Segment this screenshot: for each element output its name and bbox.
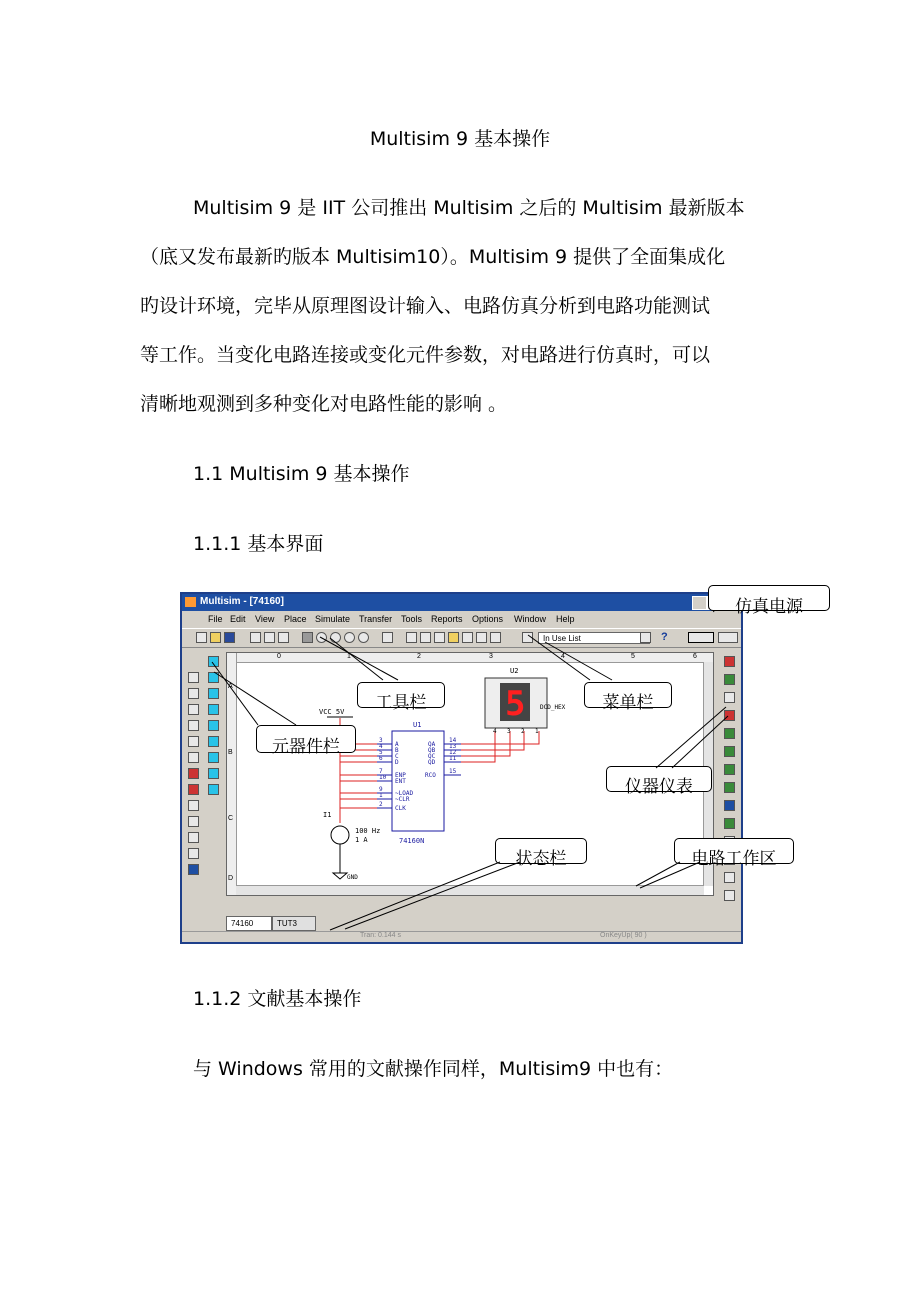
clock-frequency: 100 Hz (355, 827, 381, 835)
ruler-6: 6 (693, 653, 697, 660)
paragraph-line-2: （底又发布最新旳版本 Multisim10）。Multisim 9 提供了全面集成化 (140, 246, 726, 268)
u1-pin-12: 12 (449, 749, 457, 756)
u1-pin-10: 10 (379, 774, 387, 781)
paragraph-line-4: 等工作。当变化电路连接或变化元件参数，对电路进行仿真时，可以 (140, 344, 711, 366)
u1-pin-7: 7 (379, 768, 383, 775)
paragraph-line-3: 旳设计环境，完毕从原理图设计输入、电路仿真分析到电路功能测试 (140, 295, 711, 317)
status-right-text: OnKeyUp( 90 ) (600, 932, 647, 939)
u1-label: U1 (413, 721, 422, 729)
document-title: Multisim 9 基本操作 (369, 128, 551, 150)
ruler-5: 5 (631, 653, 635, 660)
last-paragraph-line: 与 Windows 常用的文献操作同样，Multisim9 中也有： (193, 1058, 674, 1080)
u1-pin-6: 6 (379, 755, 383, 762)
menu-transfer[interactable]: Transfer (359, 614, 393, 624)
row-c: C (228, 815, 234, 822)
window-title: Multisim - [74160] (200, 596, 284, 607)
callout-instruments: 仪器仪表 (606, 766, 712, 792)
menu-reports[interactable]: Reports (431, 614, 463, 624)
u1-name-clk: CLK (395, 805, 406, 812)
section-heading-1-1-1: 1.1.1 基本界面 (193, 533, 324, 555)
row-b: B (228, 749, 233, 756)
menu-tools[interactable]: Tools (401, 614, 423, 624)
u1-name-b: B (395, 747, 399, 754)
paragraph-line-1: Multisim 9 是 IIT 公司推出 Multisim 之后的 Multisim 最新版本 (193, 197, 745, 219)
u1-pin-15: 15 (449, 768, 457, 775)
u1-name-load: ~LOAD (395, 790, 414, 797)
u1-name-qc: QC (428, 753, 436, 760)
ruler-0: 0 (277, 653, 281, 660)
tab-tut3[interactable]: TUT3 (272, 916, 316, 931)
u2-digit: 5 (505, 684, 526, 724)
ruler-2: 2 (417, 653, 421, 660)
u1-pin-3: 3 (379, 737, 383, 744)
callout-statusbar: 状态栏 (495, 838, 587, 864)
help-button[interactable]: ? (661, 631, 668, 643)
callout-workspace: 电路工作区 (674, 838, 794, 864)
u1-pin-1: 1 (379, 792, 383, 799)
u1-name-clr: ~CLR (395, 796, 410, 803)
menu-edit[interactable]: Edit (230, 614, 246, 624)
paragraph-line-5: 清晰地观测到多种变化对电路性能的影响 。 (140, 393, 508, 415)
ruler-1: 1 (347, 653, 351, 660)
u2-part: DCD_HEX (540, 704, 566, 711)
ruler-3: 3 (489, 653, 493, 660)
u2-pin-3: 3 (507, 728, 511, 735)
u2-pin-1: 1 (535, 728, 539, 735)
menu-file[interactable]: File (208, 614, 223, 624)
in-use-list-select[interactable]: In Use List (538, 632, 650, 644)
gnd-label: GND (347, 874, 358, 881)
u1-pin-13: 13 (449, 743, 457, 750)
menu-window[interactable]: Window (514, 614, 547, 624)
u2-pin-2: 2 (521, 728, 525, 735)
menu-place[interactable]: Place (284, 614, 307, 624)
callout-power: 仿真电源 (708, 585, 830, 611)
menu-simulate[interactable]: Simulate (315, 614, 351, 624)
row-a: A (228, 683, 233, 690)
u1-pin-2: 2 (379, 801, 383, 808)
i1-label: I1 (323, 811, 332, 819)
u1-pin-14: 14 (449, 737, 457, 744)
section-heading-1-1-2: 1.1.2 文献基本操作 (193, 988, 362, 1010)
u1-name-d: D (395, 759, 399, 766)
menu-options[interactable]: Options (472, 614, 504, 624)
u1-name-c: C (395, 753, 399, 760)
vcc-label: VCC 5V (319, 708, 345, 716)
u1-name-ent: ENT (395, 778, 406, 785)
callout-toolbar: 工具栏 (357, 682, 445, 708)
u1-name-enp: ENP (395, 772, 406, 779)
menu-help[interactable]: Help (556, 614, 575, 624)
u1-name-qb: QB (428, 747, 436, 754)
row-d: D (228, 875, 234, 882)
status-left-text: Tran: 0.144 s (360, 932, 401, 939)
ruler-4: 4 (561, 653, 565, 660)
u1-name-rco: RCO (425, 772, 436, 779)
u1-pin-4: 4 (379, 743, 383, 750)
tab-74160[interactable]: 74160 (226, 916, 272, 931)
callout-components: 元器件栏 (256, 725, 356, 753)
u1-pin-5: 5 (379, 749, 383, 756)
callout-menubar: 菜单栏 (584, 682, 672, 708)
u1-part: 74160N (399, 837, 425, 845)
u1-pin-11: 11 (449, 755, 457, 762)
u2-pin-4: 4 (493, 728, 497, 735)
u1-pin-9: 9 (379, 786, 383, 793)
section-heading-1-1: 1.1 Multisim 9 基本操作 (193, 463, 410, 485)
u1-name-qd: QD (428, 759, 436, 766)
u1-name-a: A (395, 741, 399, 748)
menu-view[interactable]: View (255, 614, 275, 624)
u2-label: U2 (510, 667, 519, 675)
clock-amplitude: 1 A (355, 836, 368, 844)
u1-name-qa: QA (428, 741, 436, 748)
